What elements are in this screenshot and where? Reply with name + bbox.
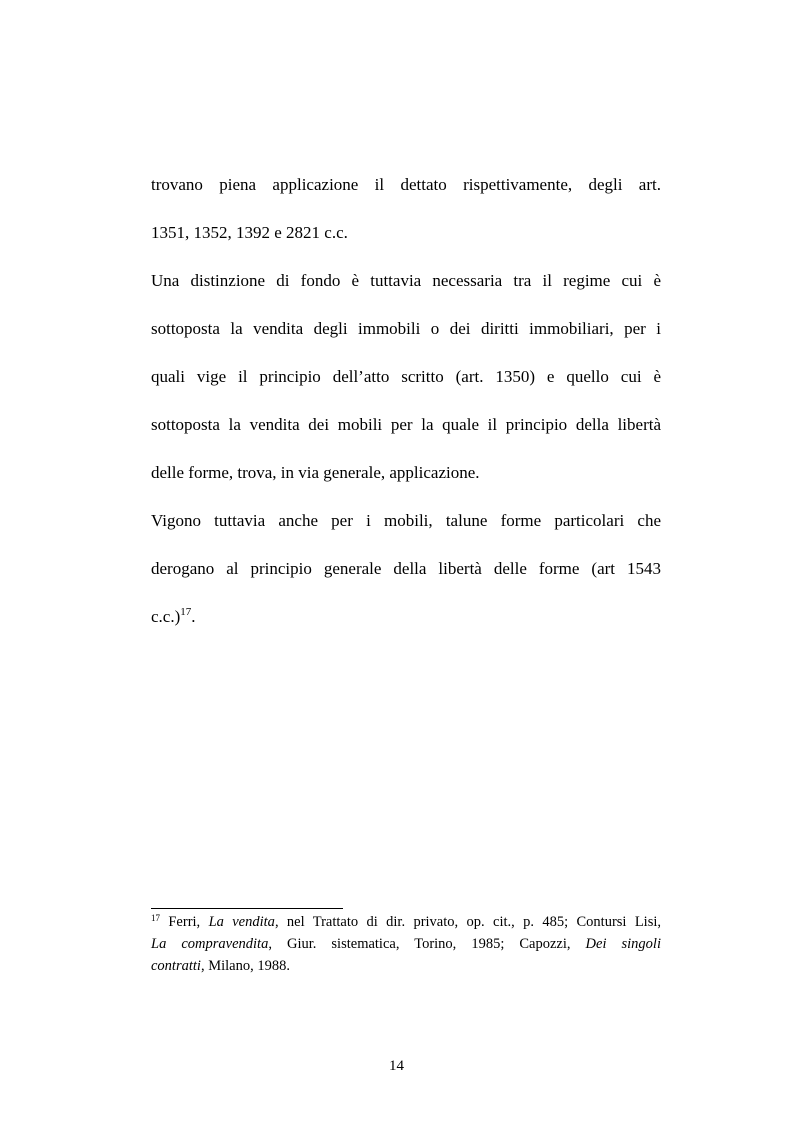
text-line-3: Una distinzione di fondo è tuttavia necessaria tra il regime cui è — [151, 271, 661, 290]
text-line-10 — [151, 607, 661, 629]
text-line-4: sottoposta la vendita degli immobili o dei diritti immobiliari, per i — [151, 319, 661, 338]
text-line-5: quali vige il principio dell’atto scritto (art. 1350) e quello cui è — [151, 367, 661, 386]
footnote-line-2 — [151, 935, 661, 954]
final-punctuation: . — [191, 607, 196, 626]
footnote-text: , Milano, 1988. — [200, 958, 290, 974]
footnote-title-italic: La vendita — [208, 914, 275, 930]
text-line-9: derogano al principio generale della libertà delle forme (art 1543 — [151, 559, 661, 578]
footnote-number: 17 — [151, 913, 160, 923]
page-number: 14 — [389, 1058, 404, 1074]
text-line-2: 1351, 1352, 1392 e 2821 c.c. — [151, 223, 348, 242]
footnote-separator — [151, 908, 343, 909]
footnote-title-italic: Dei singoli — [585, 936, 661, 952]
footnote-text: Ferri, — [160, 914, 209, 930]
text-line-1: trovano piena applicazione il dettato rispettivamente, degli art. — [151, 175, 661, 194]
text-line-10-content: c.c.) — [151, 607, 181, 626]
text-line-8: Vigono tuttavia anche per i mobili, talune forme particolari che — [151, 511, 661, 530]
footnote-text: , Giur. sistematica, Torino, 1985; Capozzi, — [268, 936, 586, 952]
footnote-line-3 — [151, 957, 661, 976]
text-line-6: sottoposta la vendita dei mobili per la quale il principio della libertà — [151, 415, 661, 434]
text-line-7: delle forme, trova, in via generale, applicazione. — [151, 463, 480, 482]
footnote-title-italic: La compravendita — [151, 936, 269, 952]
footnote-title-italic: contratti — [151, 958, 201, 974]
footnote-reference[interactable]: 17 — [180, 606, 192, 618]
footnote-text: , nel Trattato di dir. privato, op. cit., p. 485; Contursi Lisi, — [274, 914, 662, 930]
footnote-line-1 — [151, 913, 661, 933]
